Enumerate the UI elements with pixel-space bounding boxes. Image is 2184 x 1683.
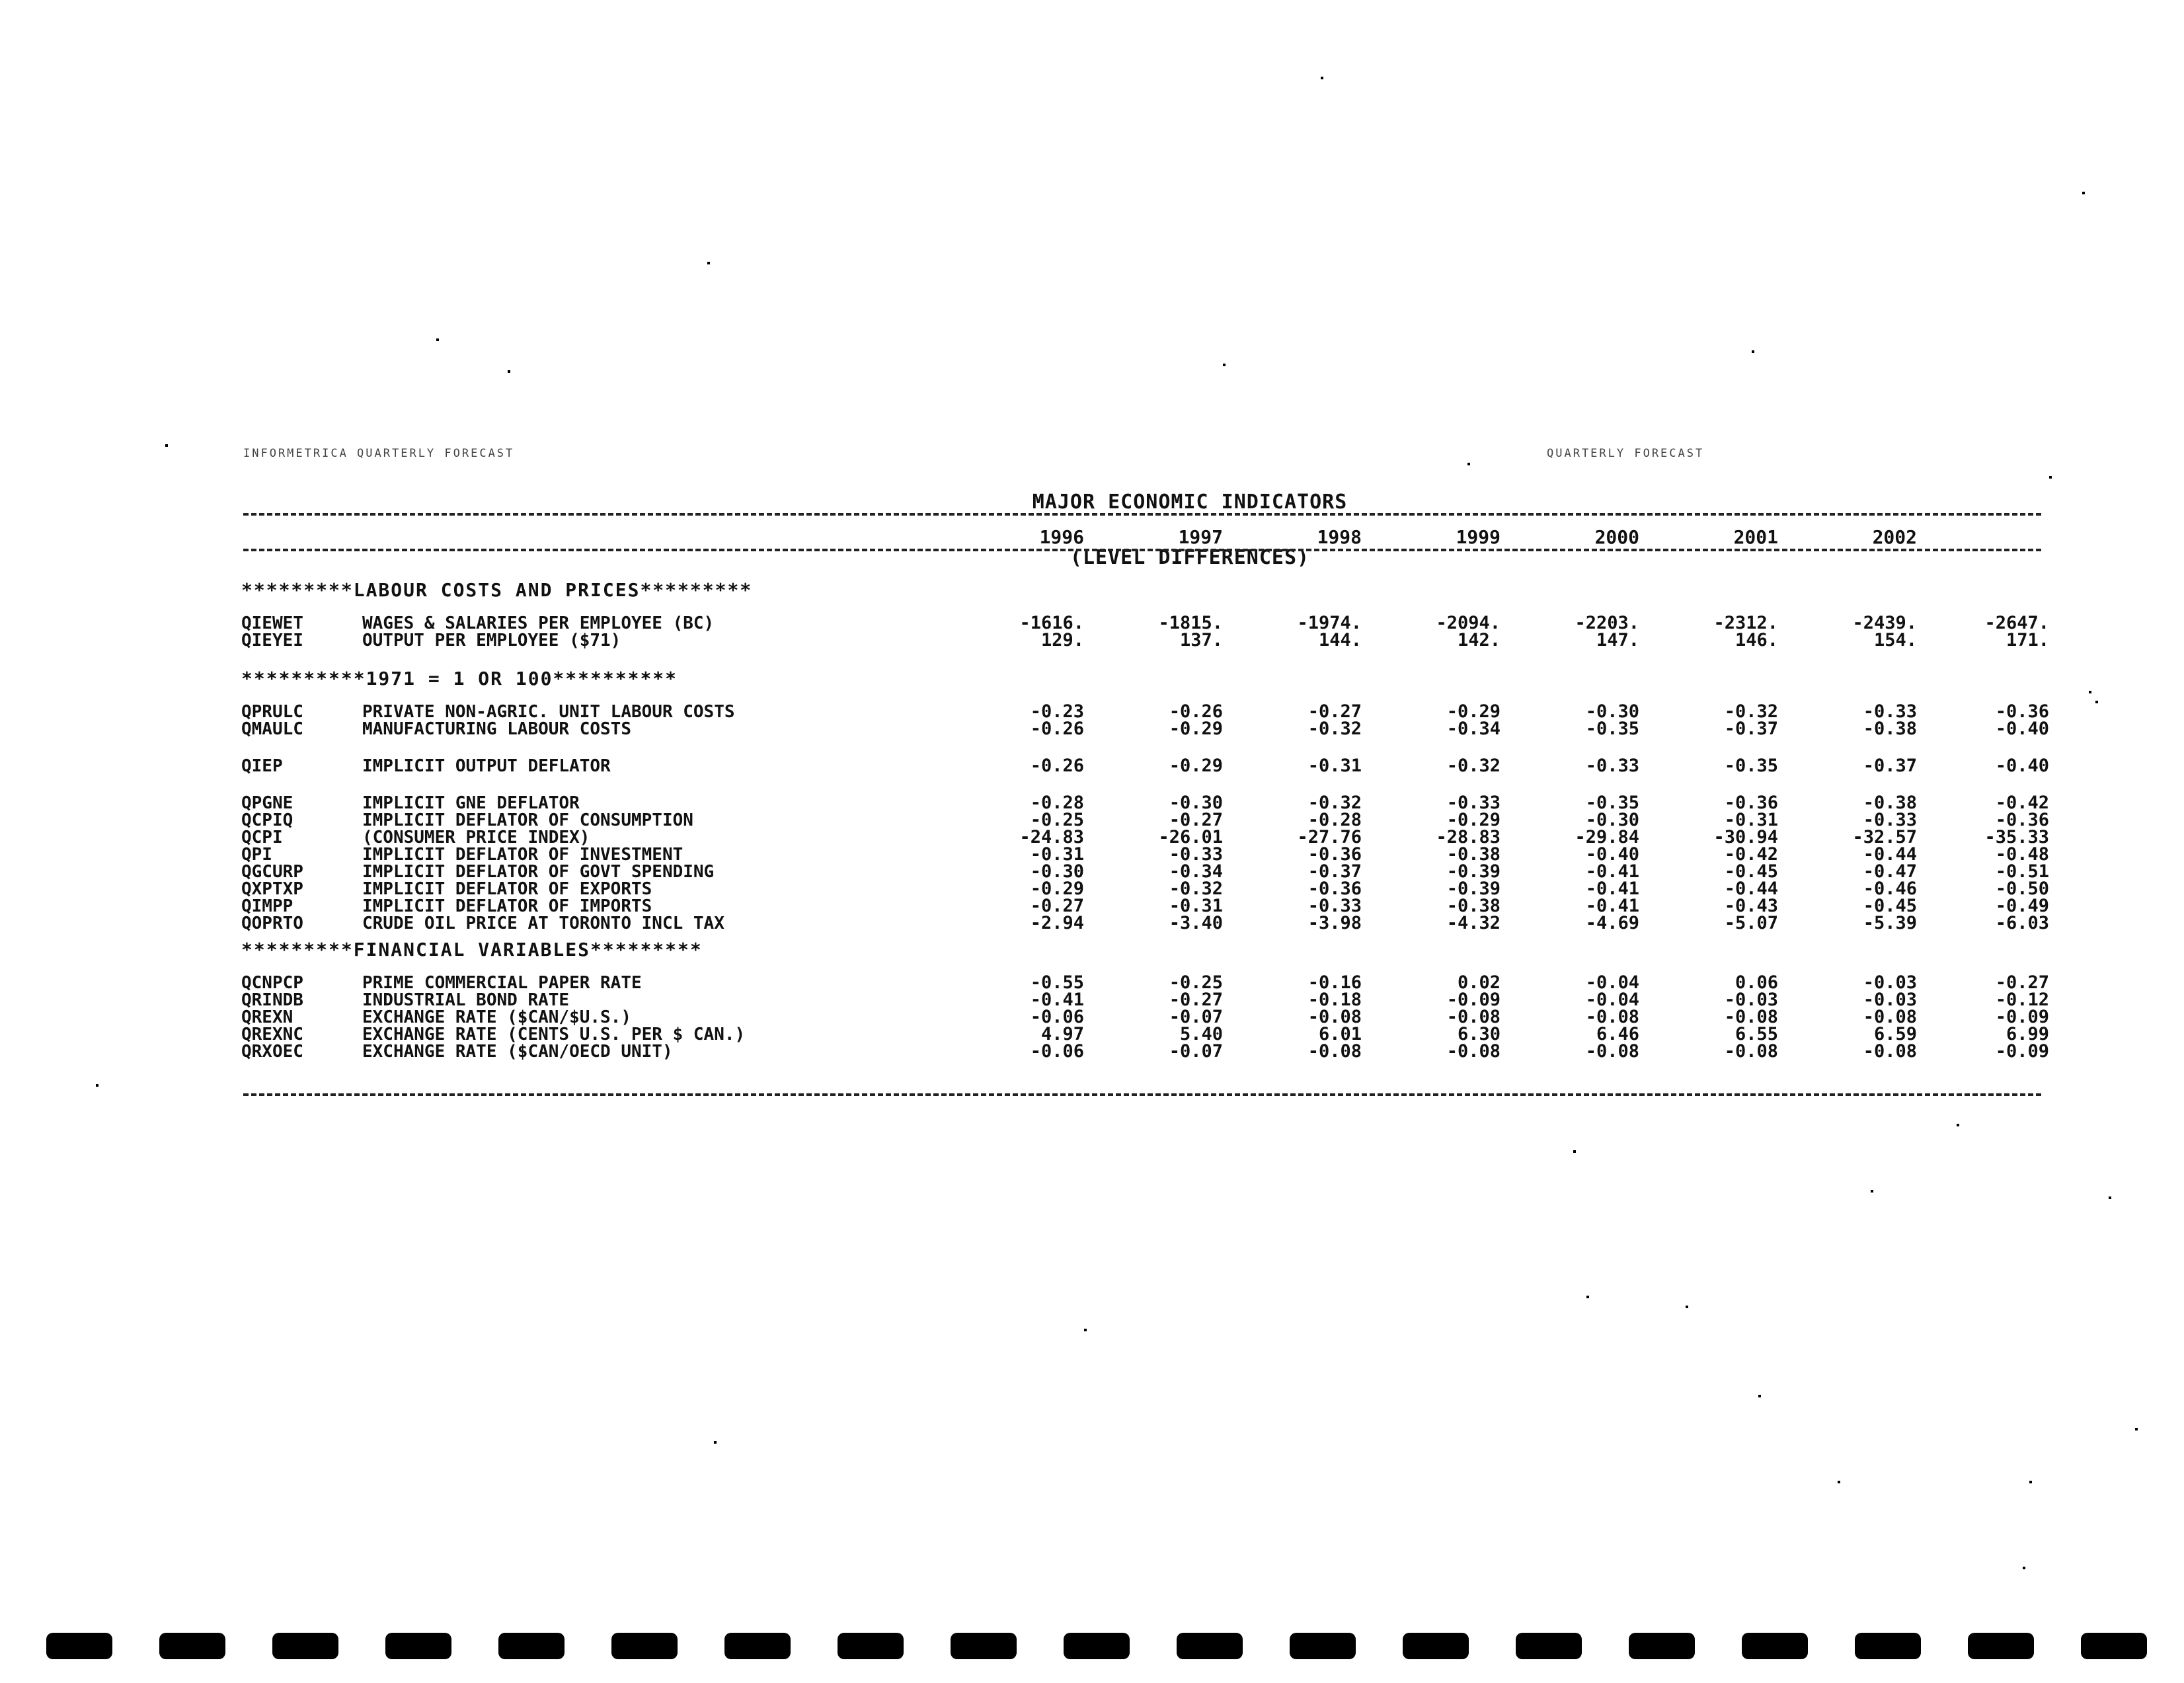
table-cell: -0.33 xyxy=(1585,756,1639,776)
table-cell: -0.37 xyxy=(1307,861,1362,882)
row-description: IMPLICIT DEFLATOR OF INVESTMENT xyxy=(362,845,683,865)
table-cell: -0.36 xyxy=(1724,793,1778,813)
table-cell: -0.29 xyxy=(1169,756,1223,776)
noise-speck xyxy=(714,1441,717,1444)
noise-speck xyxy=(1321,77,1323,79)
noise-speck xyxy=(2082,192,2085,194)
table-cell: -0.34 xyxy=(1446,719,1501,739)
table-cell: -0.27 xyxy=(1169,810,1223,830)
feed-block xyxy=(2081,1633,2147,1659)
table-cell: -6.03 xyxy=(1995,913,2049,933)
year-header: 2000 xyxy=(1594,526,1639,548)
table-cell: -0.33 xyxy=(1446,793,1501,813)
table-cell: -0.47 xyxy=(1863,861,1917,882)
table-cell: -0.32 xyxy=(1307,719,1362,739)
feed-block xyxy=(724,1633,791,1659)
noise-speck xyxy=(1586,1296,1589,1298)
table-cell: -0.31 xyxy=(1307,756,1362,776)
table-cell: -0.43 xyxy=(1724,896,1778,916)
table-cell: -2312. xyxy=(1713,613,1778,633)
row-description: EXCHANGE RATE (CENTS U.S. PER $ CAN.) xyxy=(362,1025,746,1044)
table-cell: -0.45 xyxy=(1724,861,1778,882)
row-description: IMPLICIT DEFLATOR OF IMPORTS xyxy=(362,896,652,916)
table-cell: -0.27 xyxy=(1169,990,1223,1010)
table-cell: -0.29 xyxy=(1446,701,1501,722)
table-cell: -0.08 xyxy=(1585,1041,1639,1062)
table-cell: -0.35 xyxy=(1585,793,1639,813)
feed-block xyxy=(1742,1633,1808,1659)
table-cell: -0.50 xyxy=(1995,879,2049,899)
table-cell: -0.31 xyxy=(1169,896,1223,916)
table-cell: -0.36 xyxy=(1307,844,1362,865)
table-cell: 5.40 xyxy=(1179,1024,1223,1044)
table-cell: -27.76 xyxy=(1297,827,1362,847)
table-cell: -0.44 xyxy=(1724,879,1778,899)
table-cell: 137. xyxy=(1179,630,1223,650)
table-cell: -0.08 xyxy=(1585,1007,1639,1027)
table-cell: -4.32 xyxy=(1446,913,1501,933)
row-code: QXPTXP xyxy=(241,879,303,899)
feed-block xyxy=(1290,1633,1356,1659)
row-description: (CONSUMER PRICE INDEX) xyxy=(362,828,590,847)
noise-speck xyxy=(1838,1481,1840,1483)
table-cell: -5.39 xyxy=(1863,913,1917,933)
table-cell: -0.37 xyxy=(1863,756,1917,776)
row-code: QPGNE xyxy=(241,793,293,813)
table-cell: 4.97 xyxy=(1040,1024,1084,1044)
table-cell: -0.04 xyxy=(1585,990,1639,1010)
table-cell: -0.23 xyxy=(1030,701,1084,722)
table-cell: -0.28 xyxy=(1307,810,1362,830)
table-cell: -0.37 xyxy=(1724,719,1778,739)
table-cell: -0.08 xyxy=(1724,1041,1778,1062)
table-cell: 6.30 xyxy=(1457,1024,1501,1044)
feed-block xyxy=(838,1633,904,1659)
table-cell: -0.39 xyxy=(1446,879,1501,899)
table-cell: -0.27 xyxy=(1995,972,2049,993)
table-cell: 6.46 xyxy=(1596,1024,1639,1044)
table-cell: 171. xyxy=(2006,630,2049,650)
table-cell: -26.01 xyxy=(1158,827,1223,847)
row-description: CRUDE OIL PRICE AT TORONTO INCL TAX xyxy=(362,914,724,933)
table-cell: -0.32 xyxy=(1307,793,1362,813)
table-cell: -0.26 xyxy=(1169,701,1223,722)
row-code: QCNPCP xyxy=(241,973,303,993)
row-code: QRINDB xyxy=(241,990,303,1010)
title-line-2: (LEVEL DIFFERENCES) xyxy=(1070,546,1310,569)
table-cell: -0.45 xyxy=(1863,896,1917,916)
table-cell: -0.48 xyxy=(1995,844,2049,865)
table-cell: 146. xyxy=(1735,630,1778,650)
row-code: QPI xyxy=(241,845,272,865)
feed-block xyxy=(272,1633,338,1659)
table-cell: -30.94 xyxy=(1713,827,1778,847)
row-description: PRIVATE NON-AGRIC. UNIT LABOUR COSTS xyxy=(362,702,735,722)
table-cell: -0.38 xyxy=(1863,719,1917,739)
row-description: IMPLICIT DEFLATOR OF GOVT SPENDING xyxy=(362,862,715,882)
rule-top-2 xyxy=(243,549,2041,551)
header-right-caption: QUARTERLY FORECAST xyxy=(1547,447,1705,460)
row-description: EXCHANGE RATE ($CAN/$U.S.) xyxy=(362,1007,631,1027)
table-cell: -0.03 xyxy=(1863,972,1917,993)
table-cell: -0.08 xyxy=(1863,1007,1917,1027)
report-title xyxy=(978,456,1401,586)
feed-block xyxy=(1629,1633,1695,1659)
table-cell: -2094. xyxy=(1436,613,1501,633)
table-cell: -1616. xyxy=(1019,613,1084,633)
table-cell: -2439. xyxy=(1852,613,1917,633)
table-cell: -0.09 xyxy=(1995,1007,2049,1027)
table-cell: -0.08 xyxy=(1307,1041,1362,1062)
table-cell: -0.42 xyxy=(1724,844,1778,865)
table-cell: -0.49 xyxy=(1995,896,2049,916)
row-code: QIEP xyxy=(241,756,283,776)
noise-speck xyxy=(1467,463,1470,465)
noise-speck xyxy=(1752,350,1754,353)
table-cell: -0.33 xyxy=(1307,896,1362,916)
row-code: QCPIQ xyxy=(241,810,293,830)
table-cell: -0.55 xyxy=(1030,972,1084,993)
rule-top xyxy=(243,513,2041,516)
table-cell: -0.27 xyxy=(1307,701,1362,722)
noise-speck xyxy=(1871,1190,1873,1193)
row-code: QPRULC xyxy=(241,702,303,722)
feed-block xyxy=(159,1633,225,1659)
feed-block xyxy=(1403,1633,1469,1659)
row-description: IMPLICIT DEFLATOR OF CONSUMPTION xyxy=(362,810,693,830)
row-description: PRIME COMMERCIAL PAPER RATE xyxy=(362,973,642,993)
table-cell: -0.09 xyxy=(1446,990,1501,1010)
year-header: 1999 xyxy=(1456,526,1501,548)
table-cell: -0.29 xyxy=(1030,879,1084,899)
table-cell: -0.31 xyxy=(1724,810,1778,830)
row-description: IMPLICIT GNE DEFLATOR xyxy=(362,793,580,813)
table-cell: -0.28 xyxy=(1030,793,1084,813)
table-cell: -0.51 xyxy=(1995,861,2049,882)
table-cell: -0.33 xyxy=(1863,701,1917,722)
table-cell: -35.33 xyxy=(1984,827,2049,847)
table-cell: -0.41 xyxy=(1030,990,1084,1010)
feed-block xyxy=(1855,1633,1921,1659)
table-cell: 6.59 xyxy=(1873,1024,1917,1044)
table-cell: 0.02 xyxy=(1457,972,1501,993)
row-description: WAGES & SALARIES PER EMPLOYEE (BC) xyxy=(362,613,715,633)
table-cell: -0.38 xyxy=(1863,793,1917,813)
table-cell: 6.55 xyxy=(1735,1024,1778,1044)
table-cell: -0.33 xyxy=(1863,810,1917,830)
table-cell: -0.29 xyxy=(1446,810,1501,830)
feed-block xyxy=(385,1633,451,1659)
noise-speck xyxy=(165,444,168,447)
noise-speck xyxy=(2023,1567,2025,1569)
year-header: 1998 xyxy=(1317,526,1362,548)
table-cell: -0.08 xyxy=(1446,1041,1501,1062)
row-code: QOPRTO xyxy=(241,914,303,933)
table-cell: -0.08 xyxy=(1307,1007,1362,1027)
row-code: QIEWET xyxy=(241,613,303,633)
header-left-caption: INFORMETRICA QUARTERLY FORECAST xyxy=(243,447,515,460)
table-cell: -0.30 xyxy=(1169,793,1223,813)
table-cell: -0.44 xyxy=(1863,844,1917,865)
noise-speck xyxy=(1084,1329,1087,1331)
table-cell: -0.35 xyxy=(1724,756,1778,776)
section-heading: *********LABOUR COSTS AND PRICES********* xyxy=(241,579,753,601)
table-cell: -0.06 xyxy=(1030,1007,1084,1027)
table-cell: -0.30 xyxy=(1585,701,1639,722)
table-cell: -0.03 xyxy=(1724,990,1778,1010)
noise-speck xyxy=(1223,364,1226,366)
table-cell: -2.94 xyxy=(1030,913,1084,933)
table-cell: -4.69 xyxy=(1585,913,1639,933)
noise-speck xyxy=(1573,1150,1576,1153)
table-cell: -0.04 xyxy=(1585,972,1639,993)
table-cell: -0.32 xyxy=(1169,879,1223,899)
rule-bottom xyxy=(243,1093,2041,1096)
table-cell: 142. xyxy=(1457,630,1501,650)
table-cell: 0.06 xyxy=(1735,972,1778,993)
title-line-1: MAJOR ECONOMIC INDICATORS xyxy=(1032,490,1348,514)
feed-block xyxy=(46,1633,112,1659)
table-cell: -0.30 xyxy=(1030,861,1084,882)
table-cell: -0.08 xyxy=(1724,1007,1778,1027)
noise-speck xyxy=(2109,1196,2111,1199)
year-header: 2002 xyxy=(1872,526,1917,548)
table-cell: -0.26 xyxy=(1030,719,1084,739)
feed-block xyxy=(1968,1633,2034,1659)
table-cell: -0.42 xyxy=(1995,793,2049,813)
table-cell: -3.40 xyxy=(1169,913,1223,933)
table-cell: -0.40 xyxy=(1995,719,2049,739)
feed-block xyxy=(498,1633,565,1659)
row-code: QIMPP xyxy=(241,896,293,916)
table-cell: -0.07 xyxy=(1169,1041,1223,1062)
feed-block xyxy=(1516,1633,1582,1659)
row-description: EXCHANGE RATE ($CAN/OECD UNIT) xyxy=(362,1042,673,1062)
row-code: QRXOEC xyxy=(241,1042,303,1062)
noise-speck xyxy=(1957,1124,1959,1126)
row-code: QGCURP xyxy=(241,862,303,882)
table-cell: -0.40 xyxy=(1585,844,1639,865)
noise-speck xyxy=(1758,1395,1761,1397)
table-cell: 6.01 xyxy=(1318,1024,1362,1044)
table-cell: 147. xyxy=(1596,630,1639,650)
row-description: OUTPUT PER EMPLOYEE ($71) xyxy=(362,631,621,650)
row-description: IMPLICIT OUTPUT DEFLATOR xyxy=(362,756,611,776)
table-cell: -0.41 xyxy=(1585,879,1639,899)
table-cell: -0.32 xyxy=(1724,701,1778,722)
year-header: 1996 xyxy=(1039,526,1084,548)
table-cell: 144. xyxy=(1318,630,1362,650)
table-cell: -0.18 xyxy=(1307,990,1362,1010)
section-heading: *********FINANCIAL VARIABLES********* xyxy=(241,939,703,960)
table-cell: -0.34 xyxy=(1169,861,1223,882)
noise-speck xyxy=(508,370,510,373)
feed-block xyxy=(611,1633,678,1659)
table-cell: -24.83 xyxy=(1019,827,1084,847)
table-cell: -0.07 xyxy=(1169,1007,1223,1027)
table-cell: -0.16 xyxy=(1307,972,1362,993)
table-cell: -0.32 xyxy=(1446,756,1501,776)
noise-speck xyxy=(2089,691,2091,693)
table-cell: -29.84 xyxy=(1575,827,1639,847)
year-header: 2001 xyxy=(1733,526,1778,548)
table-cell: -32.57 xyxy=(1852,827,1917,847)
table-cell: -0.38 xyxy=(1446,844,1501,865)
table-cell: 154. xyxy=(1873,630,1917,650)
section-heading: **********1971 = 1 OR 100********** xyxy=(241,668,678,689)
table-cell: -0.25 xyxy=(1030,810,1084,830)
table-cell: -0.09 xyxy=(1995,1041,2049,1062)
table-cell: -3.98 xyxy=(1307,913,1362,933)
feed-block xyxy=(1064,1633,1130,1659)
table-cell: -0.31 xyxy=(1030,844,1084,865)
row-code: QMAULC xyxy=(241,719,303,739)
noise-speck xyxy=(2135,1428,2138,1430)
table-cell: -0.06 xyxy=(1030,1041,1084,1062)
table-cell: -0.08 xyxy=(1863,1041,1917,1062)
row-code: QREXN xyxy=(241,1007,293,1027)
feed-block xyxy=(1177,1633,1243,1659)
year-header: 1997 xyxy=(1178,526,1223,548)
table-cell: -2647. xyxy=(1984,613,2049,633)
table-cell: -0.36 xyxy=(1307,879,1362,899)
table-cell: -0.36 xyxy=(1995,701,2049,722)
table-cell: -0.30 xyxy=(1585,810,1639,830)
table-cell: -2203. xyxy=(1575,613,1639,633)
noise-speck xyxy=(96,1084,98,1087)
table-cell: -1974. xyxy=(1297,613,1362,633)
row-description: IMPLICIT DEFLATOR OF EXPORTS xyxy=(362,879,652,899)
noise-speck xyxy=(2095,701,2098,703)
table-cell: -0.35 xyxy=(1585,719,1639,739)
table-cell: -0.41 xyxy=(1585,861,1639,882)
row-description: INDUSTRIAL BOND RATE xyxy=(362,990,570,1010)
table-cell: -0.26 xyxy=(1030,756,1084,776)
row-code: QIEYEI xyxy=(241,631,303,650)
table-cell: -0.12 xyxy=(1995,990,2049,1010)
table-cell: -0.08 xyxy=(1446,1007,1501,1027)
table-cell: -0.29 xyxy=(1169,719,1223,739)
table-cell: -5.07 xyxy=(1724,913,1778,933)
table-cell: -0.33 xyxy=(1169,844,1223,865)
feed-block xyxy=(951,1633,1017,1659)
table-cell: -1815. xyxy=(1158,613,1223,633)
table-cell: 6.99 xyxy=(2006,1024,2049,1044)
table-cell: -0.46 xyxy=(1863,879,1917,899)
table-cell: -0.36 xyxy=(1995,810,2049,830)
row-code: QCPI xyxy=(241,828,283,847)
noise-speck xyxy=(2029,1481,2032,1483)
table-cell: -0.38 xyxy=(1446,896,1501,916)
row-description: MANUFACTURING LABOUR COSTS xyxy=(362,719,631,739)
table-cell: -0.40 xyxy=(1995,756,2049,776)
row-code: QREXNC xyxy=(241,1025,303,1044)
table-cell: -0.39 xyxy=(1446,861,1501,882)
table-cell: -28.83 xyxy=(1436,827,1501,847)
noise-speck xyxy=(1686,1306,1688,1308)
noise-speck xyxy=(2049,476,2052,479)
table-cell: 129. xyxy=(1040,630,1084,650)
table-cell: -0.27 xyxy=(1030,896,1084,916)
table-cell: -0.25 xyxy=(1169,972,1223,993)
noise-speck xyxy=(707,262,710,264)
table-cell: -0.41 xyxy=(1585,896,1639,916)
noise-speck xyxy=(436,338,439,341)
table-cell: -0.03 xyxy=(1863,990,1917,1010)
